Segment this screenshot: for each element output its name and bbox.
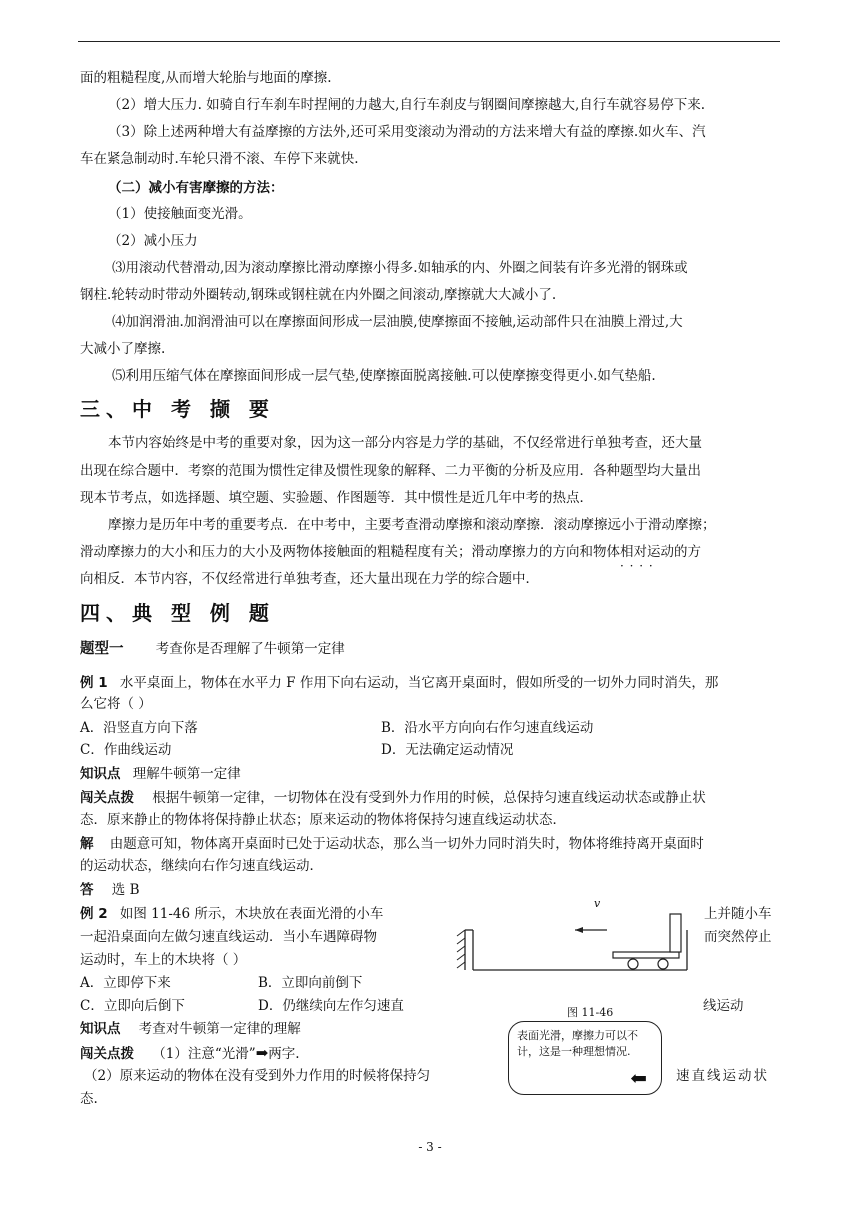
example-label: 例 1 [80, 675, 108, 691]
solution-label: 解 [80, 836, 94, 852]
example-text-right: 上并随小车 [704, 906, 772, 922]
body-line: 车在紧急制动时.车轮只滑不滚、车停下来就快. [80, 151, 359, 167]
cart-body [613, 952, 679, 958]
option-b: B．立即向前倒下 [258, 975, 363, 991]
wall-hatch [457, 930, 465, 968]
body-line: 面的粗糙程度,从而增大轮胎与地面的摩擦. [80, 70, 332, 86]
list-item: （1）使接触面变光滑。 [108, 206, 252, 222]
body-line: （3）除上述两种增大有益摩擦的方法外,还可采用变滚动为滑动的方法来增大有益的摩擦.如火车、汽 [108, 124, 706, 140]
option-b: B．沿水平方向向右作匀速直线运动 [381, 720, 594, 736]
hint-text: 根据牛顿第一定律，一切物体在没有受到外力作用的时候，总保持匀速直线运动状态或静止状 [152, 790, 706, 806]
page-number: - 3 - [418, 1140, 442, 1154]
option-d: D．无法确定运动情况 [381, 742, 514, 758]
list-item: （2）减小压力 [108, 233, 198, 249]
bubble-text: 表面光滑，摩擦力可以不计，这是一种理想情况. [517, 1029, 638, 1058]
hint-text: （1）注意“光滑” [152, 1046, 256, 1062]
topic-line [80, 639, 345, 659]
kp-text: 考查对牛顿第一定律的理解 [138, 1021, 301, 1037]
option-c: C．作曲线运动 [80, 742, 172, 758]
list-item: ⑸利用压缩气体在摩擦面间形成一层气垫,使摩擦面脱离接触.可以使摩擦变得更小.如气垫船. [112, 368, 656, 384]
example-text-right: 而突然停止 [704, 929, 772, 945]
solution-line: 的运动状态，继续向右作匀速直线运动． [80, 858, 323, 874]
example-stem: 一起沿桌面向左做匀速直线运动．当小车遇障碍物 [80, 929, 377, 945]
example-text: 水平桌面上，物体在水平力 F 作用下向右运动，当它离开桌面时，假如所受的一切外力同时消失，那 [119, 675, 719, 691]
example-stem [80, 904, 383, 924]
paragraph-line [80, 542, 701, 562]
speech-bubble [508, 1021, 662, 1095]
solution-line [80, 834, 704, 854]
hint-text: 两字. [268, 1046, 300, 1062]
header-rule [78, 41, 780, 42]
option-d-continued: 线运动 [703, 998, 744, 1014]
example-stem: 运动时，车上的木块将（ ） [80, 952, 247, 968]
paragraph-line: 本节内容始终是中考的重要对象，因为这一部分内容是力学的基础，不仅经常进行单独考查，还大量 [108, 435, 702, 451]
list-item: 大减小了摩擦. [80, 341, 166, 357]
body-line: （2）增大压力. 如骑自行车刹车时捏闸的力越大,自行车刹皮与钢圈间摩擦越大,自行车就容易停下来. [108, 97, 706, 113]
text-run: 的方 [674, 544, 701, 560]
hint-line: 态. [80, 1091, 98, 1107]
velocity-arrow-head [575, 927, 583, 933]
hint-label: 闯关点拨 [80, 790, 134, 806]
section-title: 三、中 考 撷 要 [80, 397, 275, 421]
option-a: A．沿竖直方向下落 [80, 720, 198, 736]
list-item: ⑶用滚动代替滑动,因为滚动摩擦比滑动摩擦小得多.如轴承的内、外圈之间装有许多光滑的钢珠或 [112, 260, 688, 276]
velocity-label: v [594, 897, 601, 910]
kp-label: 知识点 [80, 1021, 121, 1037]
arrow-left-icon: ⬅ [630, 1066, 647, 1090]
kp-label: 知识点 [80, 766, 121, 782]
sub-heading: （二）减小有害摩擦的方法： [108, 180, 284, 196]
wooden-block [670, 914, 681, 952]
cart-wheel [658, 959, 668, 969]
hint-line: 态．原来静止的物体将保持静止状态；原来运动的物体将保持匀速直线运动状态． [80, 812, 566, 828]
hint-label: 闯关点拨 [80, 1046, 134, 1062]
answer-line [80, 880, 140, 900]
example-label: 例 2 [80, 906, 108, 922]
example-stem [80, 673, 718, 693]
knowledge-point [80, 1019, 301, 1039]
emphasis-dotted: 相对运动 · · · · [620, 544, 674, 560]
figure-caption: 图 11-46 [567, 1006, 614, 1019]
hint-line-right: 速直线运动状 [676, 1068, 769, 1084]
answer-text: 选 B [111, 882, 140, 898]
topic-label: 题型一 [80, 641, 124, 657]
hint-line: （2）原来运动的物体在没有受到外力作用的时候将保持匀 [84, 1068, 431, 1084]
option-a: A．立即停下来 [80, 975, 171, 991]
text-run: 滑动摩擦力的大小和压力的大小及两物体接触面的粗糙程度有关；滑动摩擦力的方向和物体 [80, 544, 620, 560]
list-item: ⑷加润滑油.加润滑油可以在摩擦面间形成一层油膜,使摩擦面不接触,运动部件只在油膜上滑过,大 [112, 314, 683, 330]
paragraph-line: 出现在综合题中．考察的范围为惯性定律及惯性现象的解释、二力平衡的分析及应用．各种题型均大量出 [80, 463, 701, 479]
hint-line [80, 788, 706, 808]
option-d: D．仍继续向左作匀速直 [258, 998, 404, 1014]
example-stem: 么它将（ ） [80, 696, 152, 712]
hint-line [80, 1043, 300, 1064]
paragraph-line: 向相反．本节内容，不仅经常进行单独考查，还大量出现在力学的综合题中． [80, 571, 539, 587]
paragraph-line: 现本节考点，如选择题、填空题、实验题、作图题等．其中惯性是近几年中考的热点． [80, 490, 593, 506]
paragraph-line: 摩擦力是历年中考的重要考点．在中考中，主要考查滑动摩擦和滚动摩擦．滚动摩擦远小于滑动摩擦； [108, 517, 716, 533]
arrow-right-icon: ➡ [255, 1044, 269, 1062]
option-c: C．立即向后倒下 [80, 998, 185, 1014]
topic-text: 考查你是否理解了牛顿第一定律 [155, 641, 345, 657]
solution-text: 由题意可知，物体离开桌面时已处于运动状态，那么当一切外力同时消失时，物体将维持离开桌面时 [109, 836, 704, 852]
example-text: 如图 11-46 所示，木块放在表面光滑的小车 [119, 906, 384, 922]
answer-label: 答 [80, 882, 94, 898]
list-item: 钢柱.轮转动时带动外圈转动,钢珠或钢柱就在内外圈之间滚动,摩擦就大大减小了. [80, 287, 557, 303]
cart-wheel [628, 959, 638, 969]
section-title: 四、典 型 例 题 [80, 601, 275, 625]
kp-text: 理解牛顿第一定律 [132, 766, 241, 782]
knowledge-point [80, 764, 241, 784]
